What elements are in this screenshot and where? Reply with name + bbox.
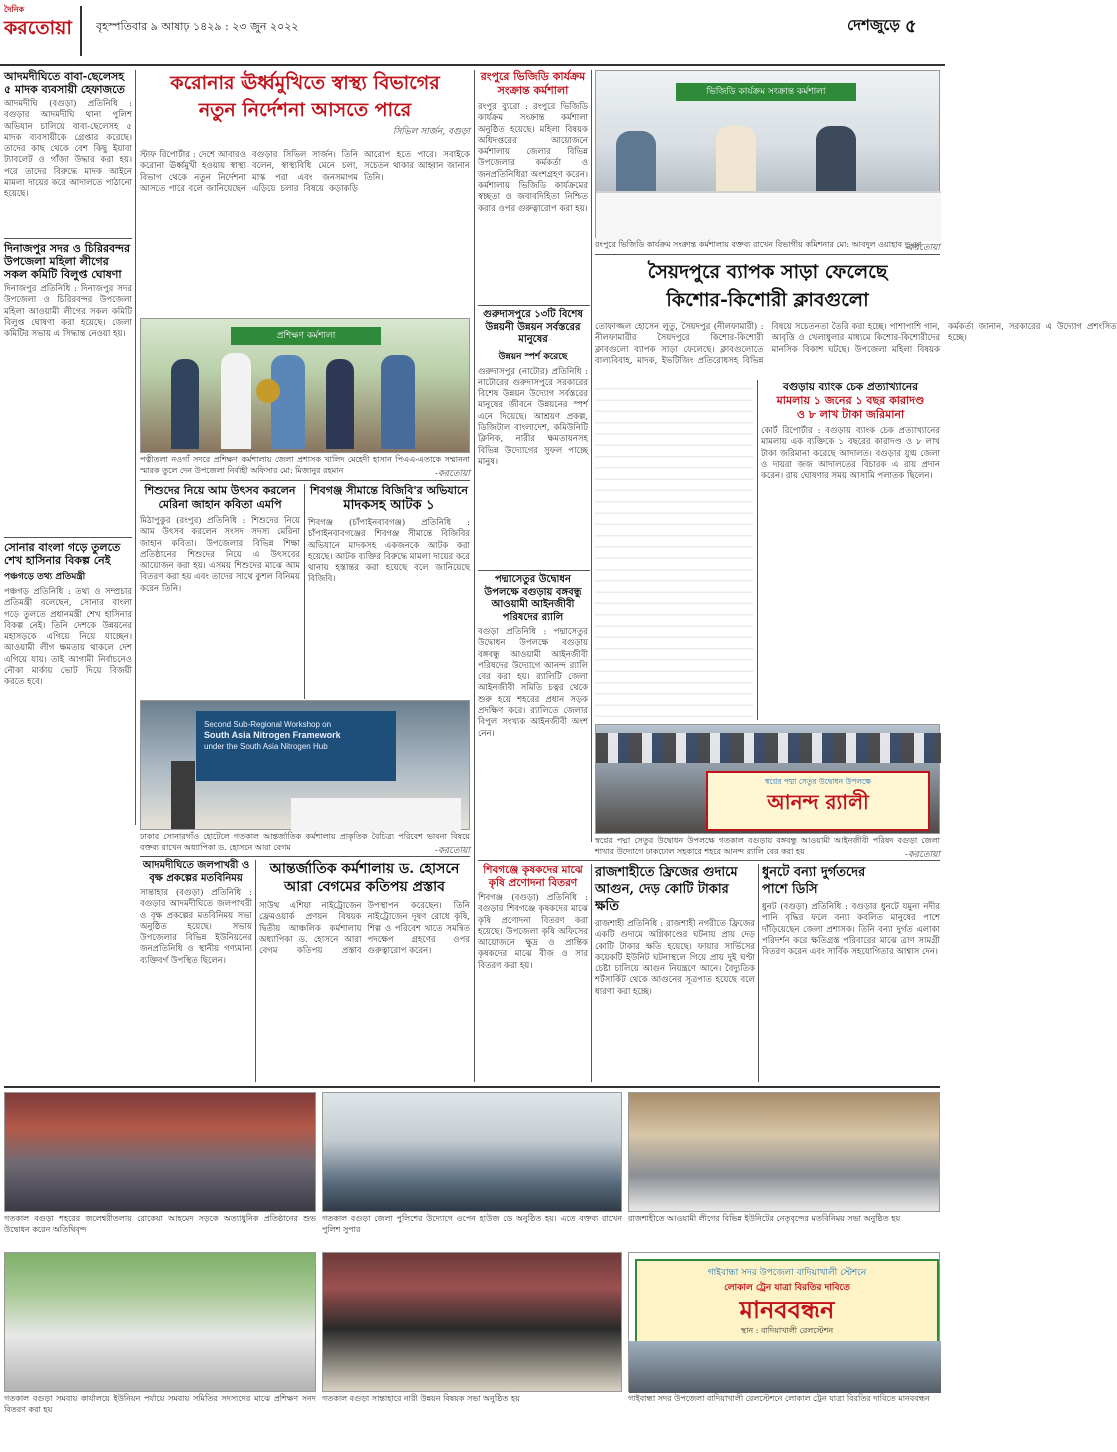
story-bank-body: কোর্ট রিপোর্টার : বগুড়ায় ব্যাংক চেক প্রত্যাখ্যানের মামলায় এক ব্যক্তিকে ১ বছরের কারাদণ্ড ও ৮ লাখ টাকা জরিমানা করেছে আদালত। বগুড়ার যুগ্ম জেলা ও দায়রা জজ আদালতের বিচারক এ রায় প্রদান করেন। রায় ঘোষণার সময় আসামি পলাতক ছিলেন। bbox=[761, 426, 940, 482]
story-farm-incentive bbox=[478, 864, 588, 1082]
photo1-caption: পত্নীতলা নওগাঁ সদরে প্রশিক্ষণ কর্মশালায় জেলা প্রশাসক খালিদ মেহেদী হাসান পিএএ-এতাকে সম্মাননা স্মারক তুলে দেন উপজেলা নির্বাহী অফিসার মো: মিজানুর রহমান bbox=[140, 455, 470, 475]
story-intl-head2: আরা বেগমের কতিপয় প্রস্তাব bbox=[284, 879, 445, 895]
story-dhunat-head1: ধুনটে বন্যা দুর্গতদের bbox=[762, 865, 866, 880]
story-saidpur-head1: সৈয়দপুরে ব্যাপক সাড়া ফেলেছে bbox=[647, 261, 888, 283]
grid-caption-3: রাজশাহীতে আওয়ামী লীগের বিভিন্ন ইউনিটের নেতৃবৃন্দের মতবিনিময় সভা অনুষ্ঠিত হয় bbox=[628, 1214, 901, 1223]
rally-banner-top: স্বপ্নের পদ্মা সেতুর উদ্বোধন উপলক্ষে bbox=[764, 777, 872, 786]
award-plaque bbox=[256, 379, 280, 403]
story-intl-body: সাউথ এশিয়া নাইট্রোজেন ফ্রেমওয়ার্ক প্রণয়ন বিষয়ক দ্বিতীয় আঞ্চলিক কর্মশালায় অধ্যাপিকা ড. হোসনে আরা বেগম কতিপয় প্রস্তাব উপস্থাপন করেছেন। তিনি নাইট্রোজেন দূষণ রোধে কৃষি, শিল্প ও পরিবেশ খাতে সমন্বিত পদক্ষেপ গ্রহণের ওপর গুরুত্বারোপ করেন। bbox=[259, 901, 470, 957]
grid-caption-5: গতকাল বগুড়া সান্তাহারে নারী উন্নয়ন বিষয়ক সভা অনুষ্ঠিত হয় bbox=[322, 1394, 520, 1403]
story-intl-head1: আন্তর্জাতিক কর্মশালায় ড. হোসনে bbox=[269, 861, 460, 877]
left-column bbox=[4, 70, 132, 825]
story-padma-dev-sub: উন্নয়ন স্পর্শ করেছে bbox=[498, 351, 568, 362]
photo2-caption: ঢাকার সোনারগাঁও হোটেলে গতকাল আন্তর্জাতিক কর্মশালায় প্রাকৃতিক বৈচিত্র্য পরিবেশ ভাবনা বিষয়ে বক্তব্য রাখেন অধ্যাপিকা ড. হোসনে আরা বেগম bbox=[140, 832, 470, 852]
story-dinajpur-body: দিনাজপুর প্রতিনিধি : দিনাজপুর সদর উপজেলা ও চিরিরবন্দর উপজেলা মহিলা আওয়ামী লীগের সকল কমিটি বিলুপ্ত ঘোষণা করা হয়েছে। জেলা কমিটির সভায় এ সিদ্ধান্ত নেওয়া হয়। bbox=[4, 284, 132, 340]
story-sonar-bangla-head: সোনার বাংলা গড়ে তুলতে শেখ হাসিনার বিকল্প নেই bbox=[4, 541, 121, 567]
lead-headline bbox=[140, 70, 470, 146]
human-chain-top: গাইবান্ধা সদর উপজেলা বাদিয়াখালী স্টেশনে bbox=[707, 1268, 867, 1278]
story-lawyers-head: পদ্মাসেতুর উদ্বোধন উপলক্ষে বগুড়ায় বঙ্গবন্ধু আওয়ামী আইনজীবী পরিষদের র‍্যালি bbox=[484, 574, 582, 623]
story-intl-workshop bbox=[259, 860, 470, 1082]
grid-photo-2 bbox=[322, 1092, 622, 1212]
grid-caption-6: গাইবান্ধা সদর উপজেলা বাদিয়াখালী রেলস্টেশনে লোকাল ট্রেন যাত্রা বিরতির দাবিতে মানববন্ধন bbox=[628, 1394, 930, 1403]
story-farm-head: শিবগঞ্জে কৃষকদের মাঝে কৃষি প্রণোদনা বিতরণ bbox=[483, 864, 583, 889]
story-saidpur-body-cont bbox=[595, 380, 753, 720]
story-rajshahi-fire bbox=[595, 864, 755, 1082]
story-bank-head2: মামলায় ১ জনের ১ বছর কারাদণ্ড bbox=[776, 394, 925, 407]
photo1-credit: -করতোয়া bbox=[434, 469, 470, 479]
logo-text: করতোয়া bbox=[4, 17, 72, 39]
masthead-logo bbox=[4, 4, 76, 60]
story-sonar-bangla-body: পঞ্চগড় প্রতিনিধি : তথ্য ও সম্প্রচার প্রতিমন্ত্রী বলেছেন, সোনার বাংলা গড়ে তুলতে প্রধানমন্ত্রী শেখ হাসিনার বিকল্প নেই। তিনি দেশকে উন্নয়নের মহাসড়কে এগিয়ে নিয়ে যাচ্ছেন। আওয়ামী লীগ ক্ষমতায় থাকলে দেশ এগিয়ে যায়। তাই আগামী নির্বাচনেও নৌকা মার্কায় ভোট দিয়ে বিজয়ী করতে হবে। bbox=[4, 587, 132, 688]
story-bank-head3: ও ৮ লাখ টাকা জরিমানা bbox=[796, 408, 905, 421]
photo-nitrogen-workshop bbox=[140, 700, 470, 830]
section-title: দেশজুড়ে bbox=[847, 16, 900, 34]
lead-headline-line1: করোনার ঊর্ধ্বমুখিতে স্বাস্থ্য বিভাগের bbox=[170, 72, 440, 94]
human-chain-title: মানববন্ধন bbox=[739, 1295, 835, 1324]
workshop-screen bbox=[196, 711, 396, 781]
lead-byline: সিভিল সার্জন, বগুড়া bbox=[392, 127, 470, 137]
rally-banner bbox=[706, 771, 930, 831]
story-bank-cheque bbox=[761, 380, 940, 720]
story-mango bbox=[140, 484, 300, 699]
story-works-head: আদমদীঘিতে জলপাখরী ও বৃক্ষ প্রকল্পের মতবিনিময় bbox=[142, 860, 250, 884]
grid-photo-5 bbox=[322, 1252, 622, 1392]
lead-headline-line2: নতুন নির্দেশনা আসতে পারে bbox=[198, 99, 412, 121]
story-padma-development bbox=[478, 309, 588, 567]
story-dhunat-head2: পাশে ডিসি bbox=[762, 882, 818, 897]
story-dhunat-flood bbox=[762, 864, 940, 1082]
story-raj-head1: রাজশাহীতে ফ্রিজের গুদামে bbox=[595, 865, 738, 880]
story-vgd-head: রংপুরে ভিজিডি কার্যক্রম সংক্রান্ত কর্মশালা bbox=[480, 70, 586, 97]
story-saidpur-head2: কিশোর-কিশোরী ক্লাবগুলো bbox=[666, 289, 869, 311]
human-chain-sub: লোকাল ট্রেন যাত্রা বিরতির দাবিতে bbox=[724, 1283, 850, 1293]
screen-line3: under the South Asia Nitrogen Hub bbox=[204, 742, 328, 751]
masthead-date: বৃহস্পতিবার ৯ আষাঢ় ১৪২৯ : ২৩ জুন ২০২২ bbox=[96, 20, 299, 33]
grid-photo-3 bbox=[628, 1092, 940, 1212]
story-raj-head2: আগুন, দেড় কোটি টাকার ক্ষতি bbox=[595, 882, 729, 914]
story-vgd-body: রংপুর ব্যুরো : রংপুরে ভিজিডি কার্যক্রম সংক্রান্ত কর্মশালা অনুষ্ঠিত হয়েছে। মহিলা বিষয়ক অধিদপ্তরের আয়োজনে কর্মশালায় জেলার বিভিন্ন উপজেলার কর্মকর্তা ও জনপ্রতিনিধিরা অংশগ্রহণ করেন। কর্মশালায় ভিজিডি কার্যক্রমের স্বচ্ছতা ও জবাবদিহিতা নিশ্চিত করার ওপর গুরুত্বারোপ করা হয়। bbox=[478, 102, 588, 214]
story-bgb bbox=[308, 484, 470, 699]
story-farm-body: শিবগঞ্জ (বগুড়া) প্রতিনিধি : বগুড়ার শিবগঞ্জে কৃষকদের মাঝে কৃষি প্রণোদনা বিতরণ করা হয়েছে। উপজেলা কৃষি অফিসের আয়োজনে ক্ষুদ্র ও প্রান্তিক কৃষকদের মাঝে বীজ ও সার বিতরণ করা হয়। bbox=[478, 893, 588, 971]
story-mango-head: শিশুদের নিয়ে আম উৎসব করলেন মেরিনা জাহান কবিতা এমপি bbox=[144, 484, 296, 511]
photo-vgd-workshop bbox=[595, 70, 940, 238]
photo1-banner: প্রশিক্ষণ কর্মশালা bbox=[231, 327, 381, 345]
photo-rally bbox=[595, 724, 940, 834]
page-number: ৫ bbox=[905, 16, 917, 37]
story-adamdighi-head: আদমদীঘিতে বাবা-ছেলেসহ ৫ মাদক ব্যবসায়ী হেফাজতে bbox=[4, 70, 125, 96]
story-works bbox=[140, 860, 252, 1082]
story-bgb-sub: মাদকসহ আটক ১ bbox=[343, 498, 435, 513]
grid-caption-4: গতকাল বগুড়া সমবায় কার্যালয়ে ইউনিয়ন পর্যায়ে সমবায় সমিতির সদস্যদের মাঝে প্রশিক্ষণ সনদ বিতরণ করা হয় bbox=[4, 1394, 316, 1414]
grid-photo-4 bbox=[4, 1252, 316, 1392]
grid-caption-2: গতকাল বগুড়া জেলা পুলিশের উদ্যোগে ওপেন হাউজ ডে অনুষ্ঠিত হয়। এতে বক্তব্য রাখেন পুলিশ সুপার bbox=[322, 1214, 622, 1234]
photo4-credit: -করতোয়া bbox=[904, 850, 940, 860]
grid-caption-1: গতকাল বগুড়া শহরের জলেশ্বরীতলায় রোকেয়া আহমেদ সড়কে অত্যাধুনিক প্রতিষ্ঠানের শুভ উদ্বোধন করেন অতিথিবৃন্দ bbox=[4, 1214, 316, 1234]
story-bgb-head: শিবগঞ্জ সীমান্তে বিজিবি'র অভিযানে bbox=[310, 484, 468, 497]
screen-line2: South Asia Nitrogen Framework bbox=[204, 730, 341, 740]
photo-workshop-award bbox=[140, 318, 470, 453]
story-adamdighi-body: আদমদীঘি (বগুড়া) প্রতিনিধি : বগুড়ার আদমদীঘি থানা পুলিশ অভিযান চালিয়ে বাবা-ছেলেসহ ৫ মাদক ব্যবসায়ীকে গ্রেপ্তার করেছে। তাদের কাছ থেকে বেশ কিছু ইয়াবা ট্যাবলেট ও গাঁজা উদ্ধার করা হয়। পরে তাদের বিরুদ্ধে মাদক আইনে মামলা দায়ের করে আদালতে পাঠানো হয়েছে। bbox=[4, 99, 132, 200]
lead-body: স্টাফ রিপোর্টার : দেশে আবারও করোনা ঊর্ধ্বমুখী হওয়ায় স্বাস্থ্য বিভাগ থেকে নতুন নির্দেশনা আসতে পারে বলে জানিয়েছেন বগুড়ার সিভিল সার্জন। তিনি বলেন, স্বাস্থ্যবিধি মেনে চলা, মাস্ক পরা এবং জনসমাগম এড়িয়ে চলার বিষয়ে কড়াকড়ি আরোপ হতে পারে। সবাইকে সচেতন থাকার আহ্বান জানান তিনি। bbox=[140, 150, 470, 194]
masthead bbox=[0, 0, 945, 66]
story-saidpur-headline bbox=[595, 258, 940, 320]
story-sonar-bangla-sub: পঞ্চগড়ে তথ্য প্রতিমন্ত্রী bbox=[4, 572, 86, 582]
photo3-banner: ভিজিডি কার্যক্রম সংক্রান্ত কর্মশালা bbox=[676, 83, 856, 101]
photo3-credit: -করতোয়া bbox=[904, 243, 940, 253]
human-chain-place: স্থান : বাদিয়াখালী রেলস্টেশন bbox=[740, 1326, 834, 1335]
story-dhunat-body: ধুনট (বগুড়া) প্রতিনিধি : বগুড়ার ধুনটে যমুনা নদীর পানি বৃদ্ধির ফলে বন্যা কবলিত মানুষের পাশে দাঁড়িয়েছেন জেলা প্রশাসক। তিনি বন্যা দুর্গত এলাকা পরিদর্শন করে ক্ষতিগ্রস্ত পরিবারের মাঝে ত্রাণ সামগ্রী বিতরণ করেন এবং সার্বিক সহযোগিতার আশ্বাস দেন। bbox=[762, 902, 940, 958]
story-lawyers-body: বগুড়া প্রতিনিধি : পদ্মাসেতুর উদ্বোধন উপলক্ষে বগুড়ায় বঙ্গবন্ধু আওয়ামী আইনজীবী পরিষদের উদ্যোগে আনন্দ র‍্যালি বের করা হয়। র‍্যালিটি জেলা আইনজীবী সমিতি চত্বর থেকে শুরু হয়ে শহরের প্রধান সড়ক প্রদক্ষিণ করে। র‍্যালিতে জেলার বিপুল সংখ্যক আইনজীবী অংশ নেন। bbox=[478, 627, 588, 739]
story-mango-body: মিঠাপুকুর (রংপুর) প্রতিনিধি : শিশুদের নিয়ে আম উৎসব করলেন সংসদ সদস্য মেরিনা জাহান কবিতা। উপজেলার বিভিন্ন শিক্ষা প্রতিষ্ঠানের শিশুদের নিয়ে এ উৎসবের আয়োজন করা হয়। এসময় শিশুদের মাঝে আম বিতরণ করা হয় এবং তাদের সাথে কুশল বিনিময় করেন তিনি। bbox=[140, 516, 300, 594]
human-chain-banner bbox=[635, 1259, 939, 1343]
story-lawyers-rally bbox=[478, 574, 588, 834]
photo4-caption: স্বপ্নের পদ্মা সেতুর উদ্বোধন উপলক্ষে গতকাল বগুড়ায় বঙ্গবন্ধু আওয়ামী আইনজীবী পরিষদ বগুড়া জেলা শাখার উদ্যোগে ঢাকঢোল সহকারে শহরে আনন্দ র‍্যালি বের করা হয় bbox=[595, 836, 940, 856]
photo2-credit: -করতোয়া bbox=[434, 846, 470, 856]
story-dinajpur-head: দিনাজপুর সদর ও চিরিরবন্দর উপজেলা মহিলা লীগের সকল কমিটি বিলুপ্ত ঘোষণা bbox=[4, 242, 131, 281]
grid-photo-1 bbox=[4, 1092, 316, 1212]
story-saidpur-body: তোফাজ্জল হোসেন লুতু, সৈয়দপুর (নীলফামারী) : নীলফামারীর সৈয়দপুরে কিশোর-কিশোরী ক্লাবগুলো ব্যাপক সাড়া ফেলেছে। ক্লাবগুলোতে বাল্যবিবাহ, মাদক, ইভটিজিং প্রতিরোধসহ বিভিন্ন বিষয়ে সচেতনতা তৈরি করা হচ্ছে। পাশাপাশি গান, আবৃত্তি ও খেলাধুলার মাধ্যমে কিশোর-কিশোরীদের মানসিক বিকাশ ঘটছে। উপজেলা মহিলা বিষয়ক কর্মকর্তা জানান, সরকারের এ উদ্যোগ প্রশংসিত হচ্ছে। bbox=[595, 322, 1117, 366]
story-raj-body: রাজশাহী প্রতিনিধি : রাজশাহী নগরীতে ফ্রিজের একটি গুদামে অগ্নিকাণ্ডের ঘটনায় প্রায় দেড় কোটি টাকার ক্ষতি হয়েছে। ফায়ার সার্ভিসের কয়েকটি ইউনিট ঘটনাস্থলে গিয়ে প্রায় দুই ঘণ্টা চেষ্টা চালিয়ে আগুন নিয়ন্ত্রণে আনে। বৈদ্যুতিক শর্টসার্কিট থেকে আগুনের সূত্রপাত হয়েছে বলে ধারণা করা হচ্ছে। bbox=[595, 919, 755, 997]
story-bank-head1: বগুড়ায় ব্যাংক চেক প্রত্যাখ্যানের bbox=[783, 381, 918, 393]
logo-small: দৈনিক bbox=[4, 4, 25, 14]
story-bgb-body: শিবগঞ্জ (চাঁপাইনবাবগঞ্জ) প্রতিনিধি : চাঁপাইনবাবগঞ্জের শিবগঞ্জ সীমান্তে বিজিবির অভিযানে মাদকসহ একজনকে আটক করা হয়েছে। আটক ব্যক্তির বিরুদ্ধে মামলা দায়ের করে থানায় হস্তান্তর করা হয়েছে বলে জানিয়েছে বিজিবি। bbox=[308, 518, 470, 585]
grid-photo-6-human-chain bbox=[628, 1252, 940, 1392]
story-padma-dev-body: গুরুদাসপুর (নাটোর) প্রতিনিধি : নাটোরের গুরুদাসপুরে সরকারের বিশেষ উন্নয়ন উদ্যোগ সর্বস্তরের মানুষের জীবনে উন্নয়নের স্পর্শ এনে দিয়েছে। আশ্রয়ণ প্রকল্প, ডিজিটাল বাংলাদেশ, কমিউনিটি ক্লিনিক, নারীর ক্ষমতায়নসহ বিভিন্ন উদ্যোগের সুফল পাচ্ছে মানুষ। bbox=[478, 366, 588, 467]
screen-line1: Second Sub-Regional Workshop on bbox=[204, 720, 332, 729]
photo3-caption: রংপুরে ভিজিডি কার্যক্রম সংক্রান্ত কর্মশালায় বক্তব্য রাখেন বিভাগীয় কমিশনার মো: আবদুল ওয়াহাব ভূঞা bbox=[595, 240, 922, 249]
story-padma-dev-head: গুরুদাসপুরে ১৩টি বিশেষ উন্নয়নী উন্নয়ন সর্বস্তরের মানুষের bbox=[483, 309, 583, 345]
rally-banner-title: আনন্দ র‍্যালী bbox=[767, 790, 869, 814]
story-works-body: সান্তাহার (বগুড়া) প্রতিনিধি : বগুড়ার আদমদীঘিতে জলপাখরী ও বৃক্ষ প্রকল্পের মতবিনিময় সভা অনুষ্ঠিত হয়েছে। সভায় উপজেলার বিভিন্ন ইউনিয়নের জনপ্রতিনিধি ও স্থানীয় গণ্যমান্য ব্যক্তিবর্গ উপস্থিত ছিলেন। bbox=[140, 888, 252, 966]
story-vgd bbox=[478, 70, 588, 302]
